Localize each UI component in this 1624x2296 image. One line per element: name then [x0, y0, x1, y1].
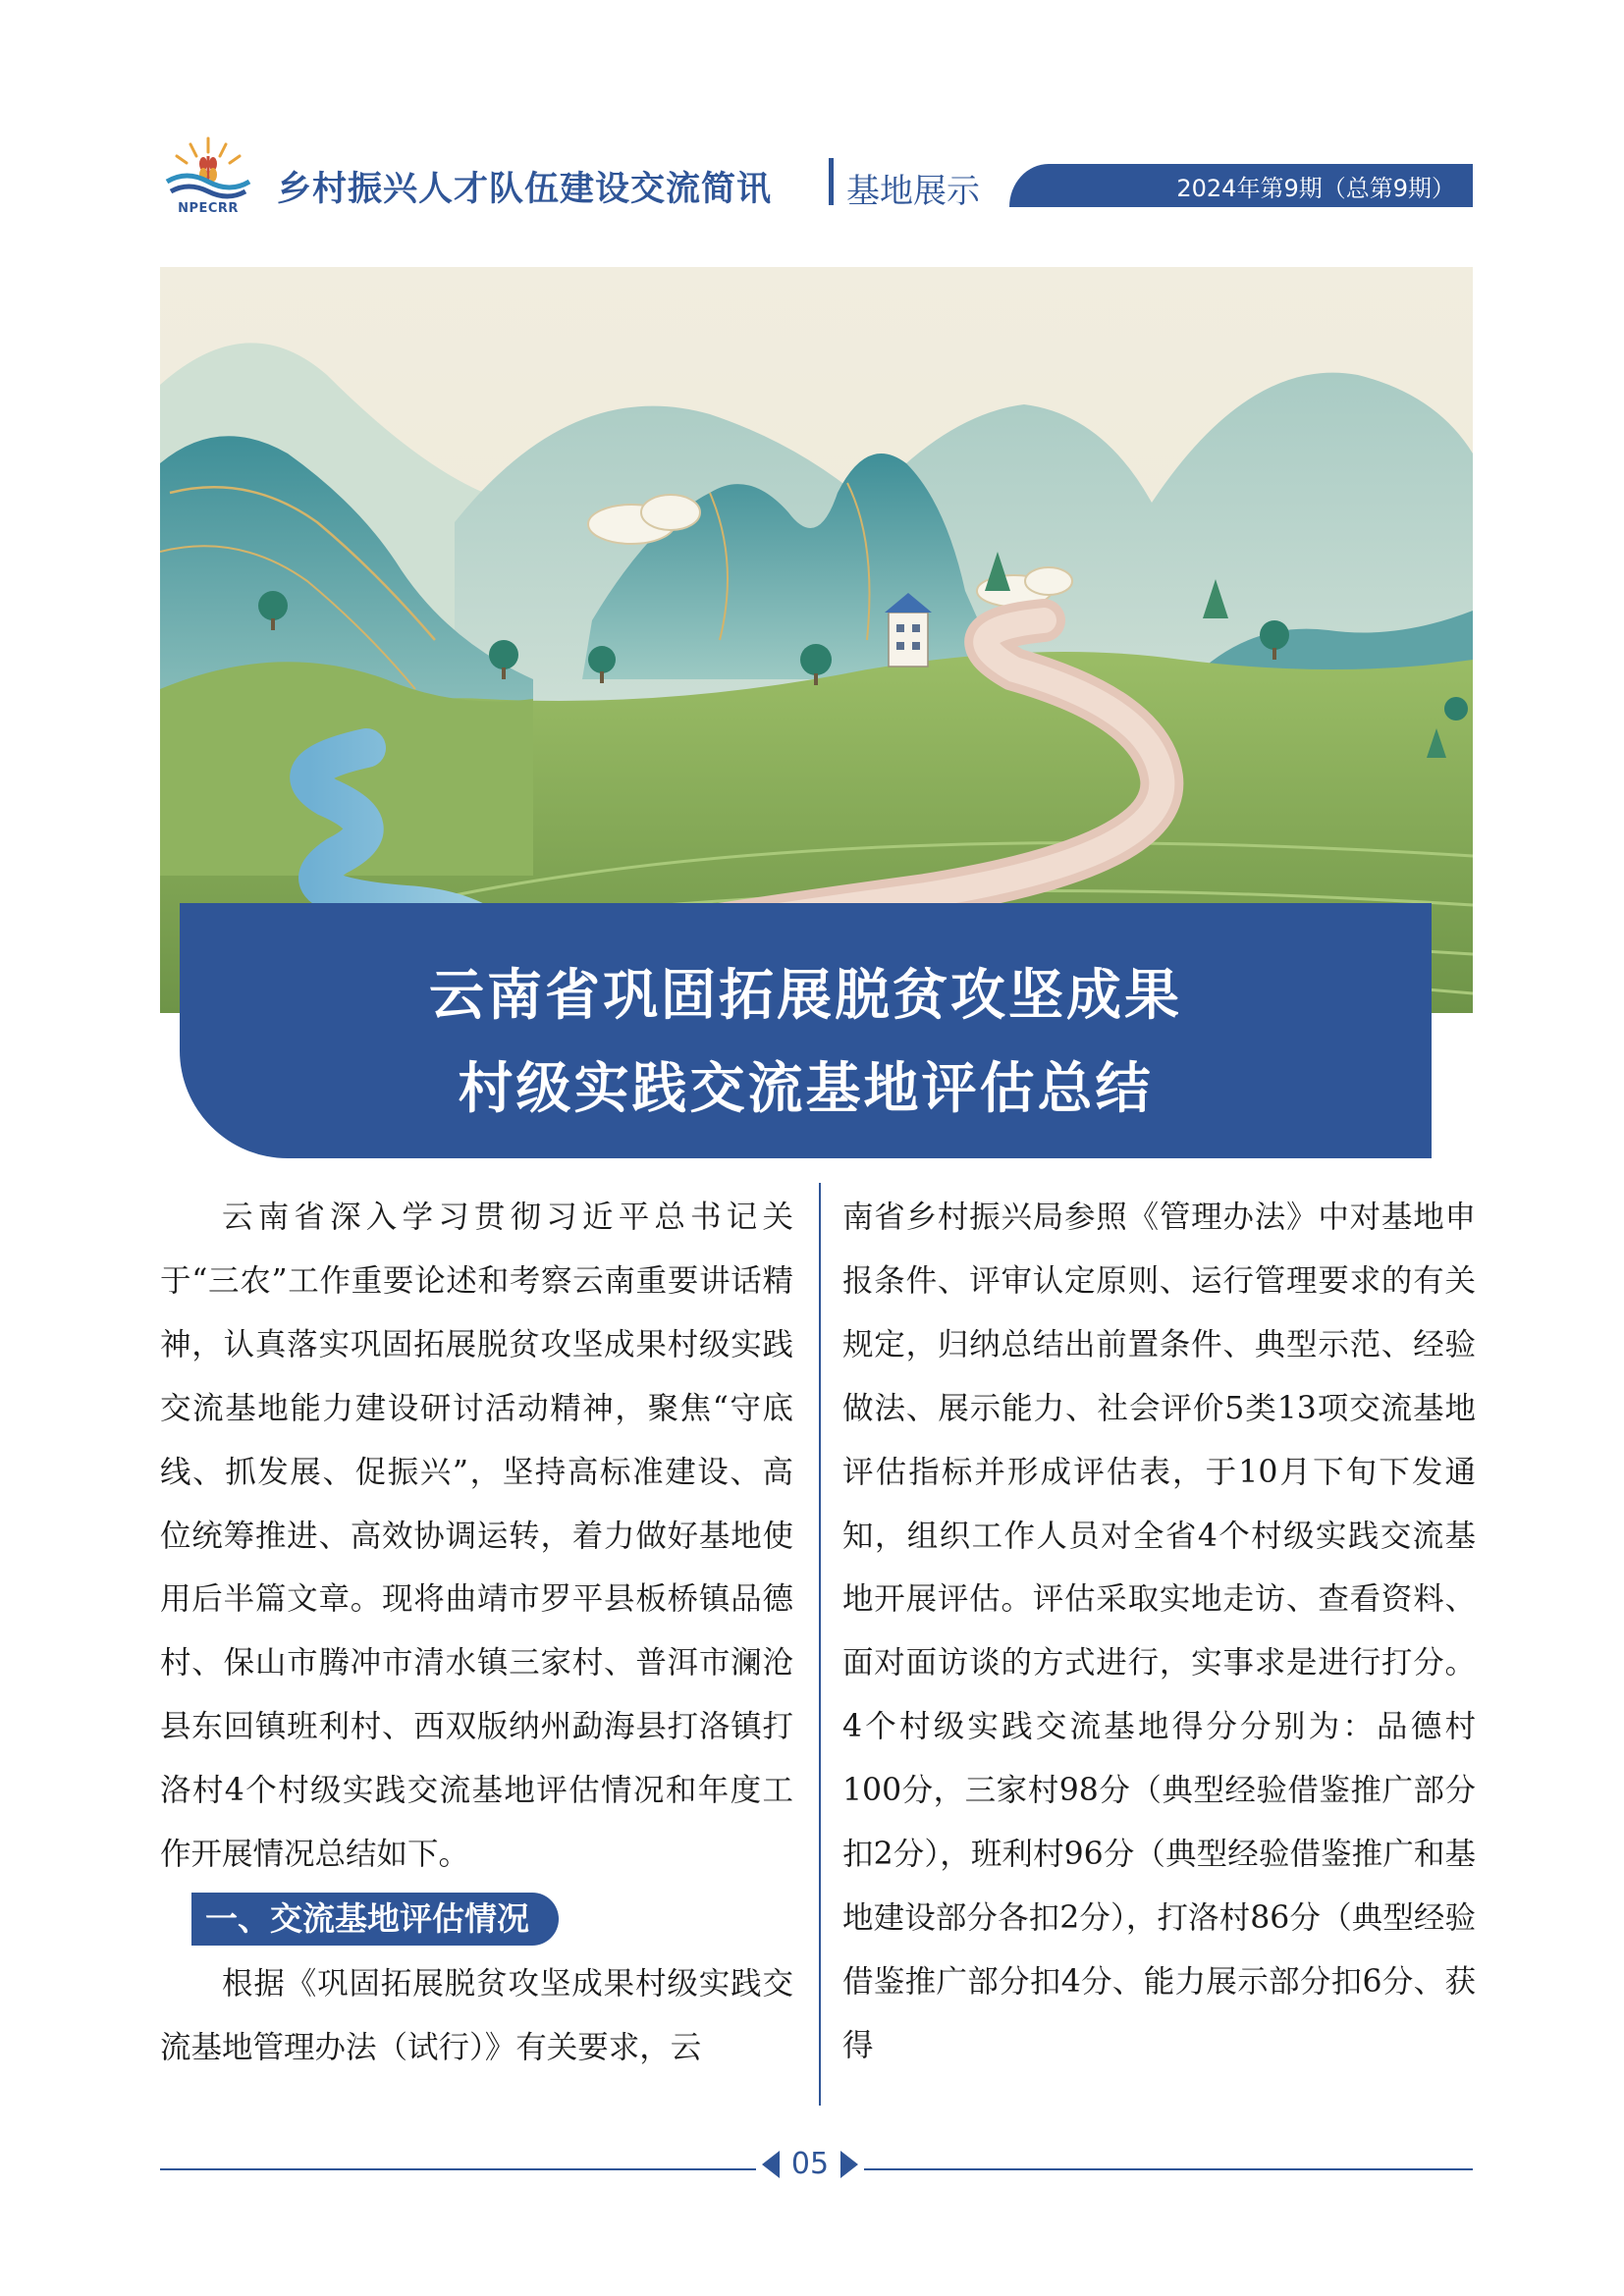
header-divider: [829, 158, 834, 205]
issue-number: 2024年第9期（总第9期）: [1176, 175, 1455, 202]
article-title-line-2: 村级实践交流基地评估总结: [458, 1056, 1154, 1121]
section-label: 基地展示: [846, 172, 980, 211]
intro-paragraph: 云南省深入学习贯彻习近平总书记关于“三农”工作重要论述和考察云南重要讲话精神，认真落实巩固拓展脱贫攻坚成果村级实践交流基地能力建设研讨活动精神，聚焦“守底线、抓发展、促振兴”，坚持高标准建设、高位统筹推进、高效协调运转，着力做好基地使用后半篇文章。现将曲靖市罗平县板桥镇品德村、保山市腾冲市清水镇三家村、普洱市澜沧县东回镇班利村、西双版纳州勐海县打洛镇打洛村4个村级实践交流基地评估情况和年度工作开展情况总结如下。: [160, 1200, 793, 1873]
hero-illustration: [160, 267, 1473, 1013]
article-title-banner: [180, 903, 1432, 1158]
issue-banner: [1009, 164, 1473, 207]
article-title-line-1: 云南省巩固拓展脱贫攻坚成果: [429, 963, 1182, 1028]
section-paragraph: 根据《巩固拓展脱贫攻坚成果村级实践交流基地管理办法（试行）》有关要求，云: [160, 1965, 793, 2065]
publication-title: 乡村振兴人才队伍建设交流简讯: [277, 170, 773, 209]
column-divider: [819, 1183, 821, 2106]
right-column: [842, 1186, 1476, 2078]
continued-paragraph: 南省乡村振兴局参照《管理办法》中对基地申报条件、评审认定原则、运行管理要求的有关规定，归纳总结出前置条件、典型示范、经验做法、展示能力、社会评价5类13项交流基地评估指标并形成评估表，于10月下旬下发通知，组织工作人员对全省4个村级实践交流基地开展评估。评估采取实地走访、查看资料、面对面访谈的方式进行，实事求是进行打分。4个村级实践交流基地得分分别为：品德村100分，三家村98分（典型经验借鉴推广部分扣2分），班利村96分（典型经验借鉴推广和基地建设部分各扣2分），打洛村86分（典型经验借鉴推广部分扣4分、能力展示部分扣6分、获得: [842, 1200, 1476, 2063]
left-column: [160, 1186, 793, 2080]
section-heading: 一、交流基地评估情况: [191, 1893, 559, 1946]
npecrr-logo-icon: [157, 133, 259, 223]
logo-text: NPECRR: [178, 201, 239, 216]
page-number: 05: [756, 2145, 864, 2184]
page-header: [157, 133, 1473, 226]
